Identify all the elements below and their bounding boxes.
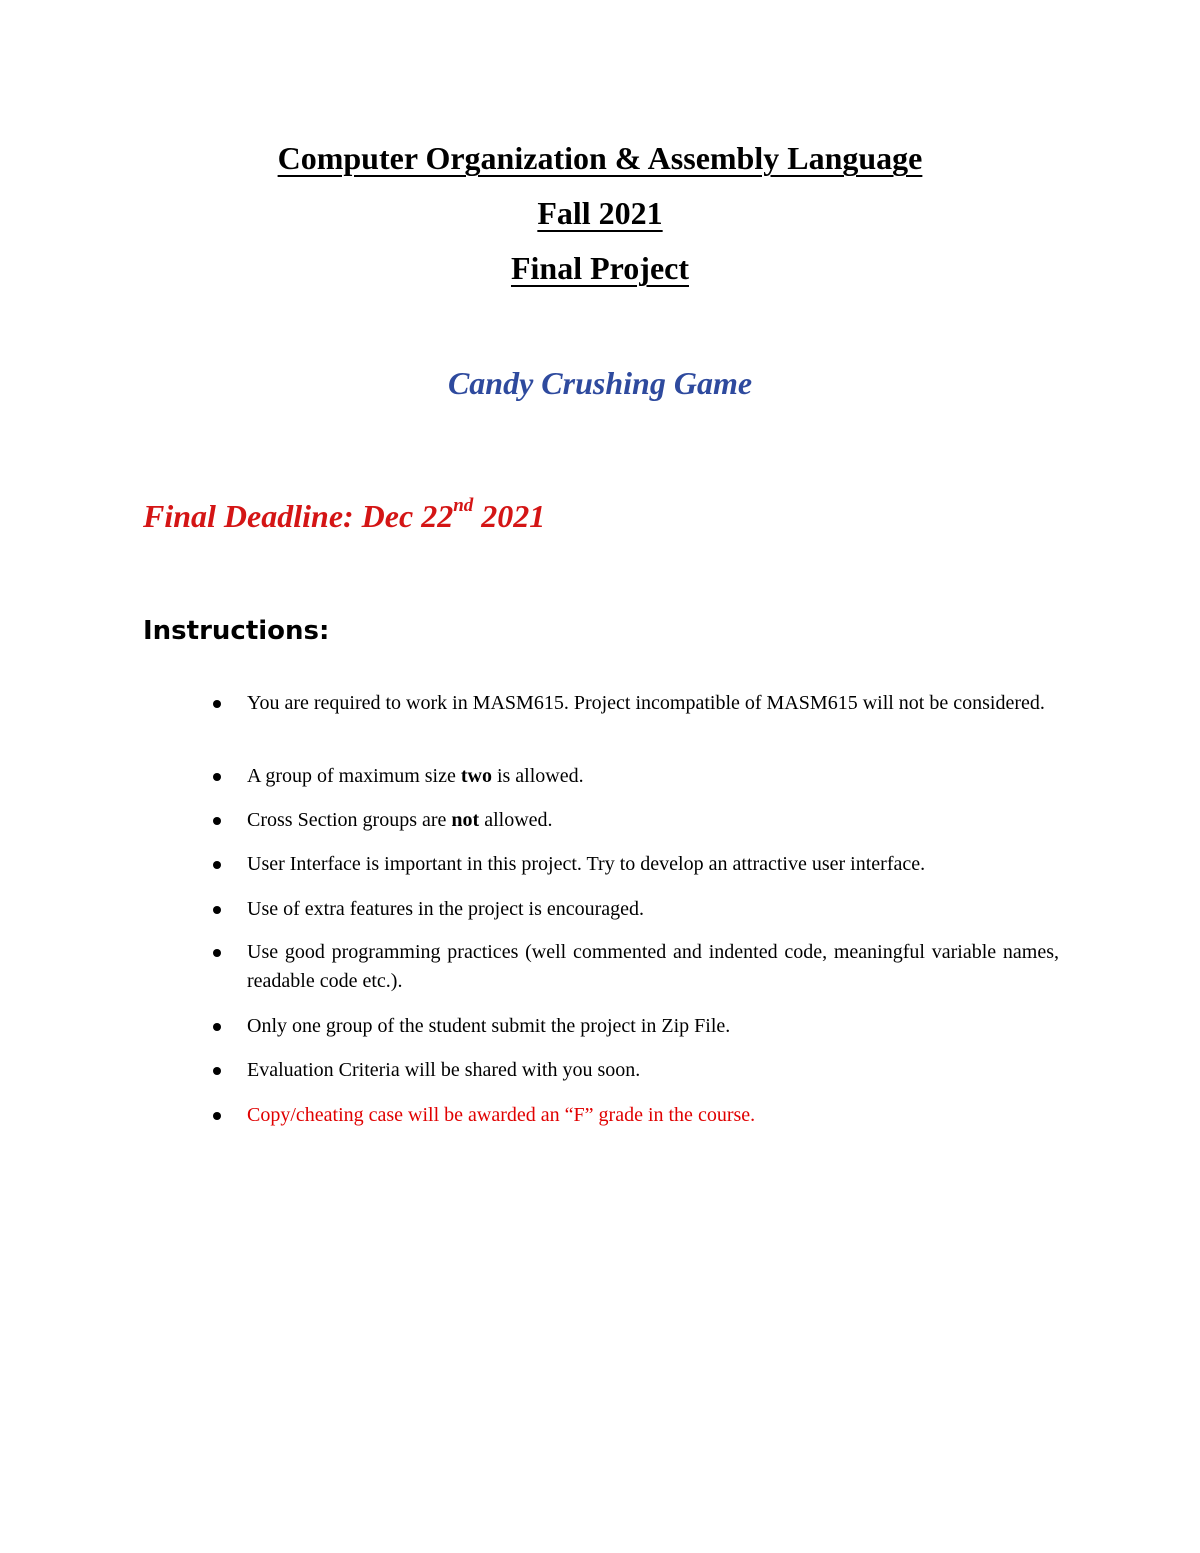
list-item xyxy=(247,1012,1059,1041)
list-item-text: is allowed. xyxy=(491,765,584,787)
list-item-warning xyxy=(247,1101,1059,1130)
list-item-text: You are required to work in MASM615. Project incompatible of MASM615 will not be considered. xyxy=(247,692,1045,714)
list-item-text: Copy/cheating case will be awarded an “F” grade in the course. xyxy=(247,1104,756,1126)
bullet-icon xyxy=(213,906,221,914)
project-title: Final Project xyxy=(510,250,689,286)
list-item-text: Use good programming practices (well commented and indented code, meaningful variable names, readable code etc.). xyxy=(247,941,1059,992)
semester-title: Fall 2021 xyxy=(537,195,663,231)
list-item-text: A group of maximum size xyxy=(247,765,461,787)
list-item xyxy=(247,1056,1059,1085)
bullet-icon xyxy=(213,861,221,869)
project-name: Candy Crushing Game xyxy=(447,365,753,401)
deadline-ordinal-suffix: nd xyxy=(453,495,474,517)
list-item-text: Only one group of the student submit the project in Zip File. xyxy=(247,1015,731,1037)
deadline-year: 2021 xyxy=(473,498,546,534)
course-title: Computer Organization & Assembly Language xyxy=(277,140,923,176)
list-item-emphasis: not xyxy=(451,809,480,831)
list-item-text: Evaluation Criteria will be shared with you soon. xyxy=(247,1059,641,1081)
bullet-icon xyxy=(213,1112,221,1120)
list-item-emphasis: two xyxy=(460,765,492,787)
list-item-text: Use of extra features in the project is encouraged. xyxy=(247,898,645,920)
list-item xyxy=(247,938,1059,996)
list-item-text: Cross Section groups are xyxy=(247,809,452,831)
bullet-icon xyxy=(213,817,221,825)
deadline-label: Final Deadline: Dec 22 xyxy=(143,498,454,534)
list-item xyxy=(247,806,1059,835)
list-item xyxy=(247,689,1059,718)
list-item xyxy=(247,895,1059,924)
bullet-icon xyxy=(213,949,221,957)
bullet-icon xyxy=(213,1067,221,1075)
bullet-icon xyxy=(213,773,221,781)
bullet-icon xyxy=(213,700,221,708)
list-item xyxy=(247,762,1059,791)
final-deadline xyxy=(143,495,546,535)
list-item-text: User Interface is important in this project. Try to develop an attractive user interface. xyxy=(247,853,926,875)
list-item xyxy=(247,850,1059,879)
bullet-icon xyxy=(213,1023,221,1031)
list-item-text: allowed. xyxy=(479,809,553,831)
instructions-heading: Instructions: xyxy=(143,616,330,646)
